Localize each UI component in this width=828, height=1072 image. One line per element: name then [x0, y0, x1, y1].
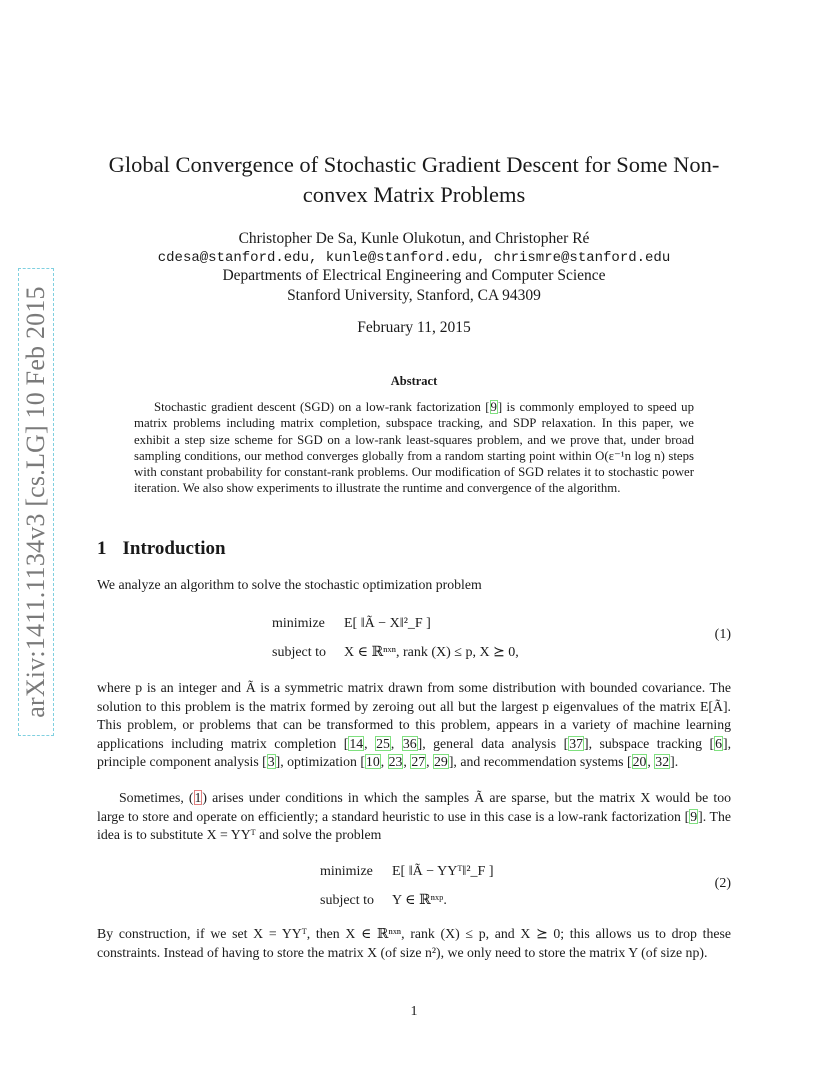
- eq1-objective: E[ ‖Ã − X‖²_F ]: [344, 616, 431, 631]
- eq2-constraint-row: [320, 892, 447, 909]
- citation-link[interactable]: 3: [267, 754, 275, 770]
- eq1-subject-label: subject to: [272, 645, 327, 660]
- eq2-objective: E[ ‖Ã − YYᵀ‖²_F ]: [392, 864, 494, 879]
- author-list: Christopher De Sa, Kunle Olukotun, and Christopher Ré: [238, 230, 590, 247]
- para2-text-4: ], principle component analysis [: [97, 735, 732, 770]
- para2-text-6: ], and recommendation systems [: [448, 754, 632, 770]
- affiliation-university: Stanford University, Stanford, CA 94309: [287, 287, 541, 304]
- citation-link[interactable]: 25: [376, 735, 390, 751]
- citation-link[interactable]: 23: [388, 754, 403, 770]
- para3-text-2: ) arises under conditions in which the samples Ã are sparse, but the matrix X would be too large to store and operate on efficiently; a standard heuristic to use in this case is a low-rank factorization [: [97, 790, 731, 824]
- equation-1: [272, 604, 672, 664]
- paper-title: Global Convergence of Stochastic Gradient Descent for Some Non-convex Matrix Problems: [108, 152, 720, 207]
- paragraph-motivation: where p is an integer and Ã is a symmetric matrix drawn from some distribution with bounded covariance. The solution to this problem is the matrix formed by zeroing out all but the largest p eigenvalues of the matrix E[Ã]. This problem, or problems that can be transformed to this problem, appears in a variety of machine learning applications including matrix completion [14, 25, 36], general data analysis [37], subspace tracking [6], principle component analysis [3], optimization [10, 23, 27, 29], and recommendation systems [20, 32].: [97, 680, 732, 770]
- author-emails: cdesa@stanford.edu, kunle@stanford.edu, chrismre@stanford.edu: [157, 250, 671, 266]
- section-title: Introduction: [122, 538, 226, 559]
- equation-number-2: (2): [714, 876, 731, 891]
- equation-number-1: (1): [714, 627, 731, 642]
- citation-link[interactable]: 29: [434, 754, 448, 770]
- equation-reference-link[interactable]: 1: [194, 790, 202, 805]
- eq1-minimize-label: minimize: [272, 616, 325, 631]
- abstract-text-1: Stochastic gradient descent (SGD) on a low-rank factorization [: [154, 400, 490, 414]
- eq1-objective-row: [272, 616, 431, 632]
- abstract-body: [134, 399, 694, 497]
- citation-link[interactable]: 10: [365, 754, 380, 770]
- citation-link[interactable]: 32: [655, 754, 670, 770]
- citation-link[interactable]: 20: [632, 754, 647, 770]
- abstract-text-2: ] is commonly employed to speed up matrix problems including matrix completion, subspace tracking, and SDP relaxation. In this paper, we exhibit a step size scheme for SGD on a low-rank least-squares problem, and we prove that, under broad sampling conditions, our method converges globally from a random starting point within O(ε⁻¹n log n) steps with constant probability for constant-rank problems. Our modification of SGD relates it to stochastic power iteration. We also show experiments to illustrate the runtime and convergence of the algorithm.: [134, 400, 694, 496]
- citation-link[interactable]: 14: [349, 735, 364, 751]
- section-heading: [97, 538, 226, 560]
- eq2-minimize-label: minimize: [320, 864, 373, 879]
- para3-text-3: ]. The idea is to substitute X = YYᵀ and solve the problem: [97, 808, 731, 843]
- arxiv-stamp-text: arXiv:1411.1134v3 [cs.LG] 10 Feb 2015: [21, 286, 50, 718]
- citation-link[interactable]: 37: [569, 735, 583, 751]
- eq2-objective-row: [320, 864, 494, 880]
- page-number: 1: [410, 1004, 418, 1019]
- para2-text-1: where p is an integer and Ã is a symmetric matrix drawn from some distribution with bounded covariance. The solution to this problem is the matrix formed by zeroing out all but the largest p eigenvalues of the matrix E[Ã]. This problem, or problems that can be transformed to this problem, appears in a variety of machine learning applications including matrix completion [: [97, 680, 731, 751]
- intro-sentence: We analyze an algorithm to solve the stochastic optimization problem: [97, 577, 482, 592]
- citation-link[interactable]: 36: [402, 735, 417, 751]
- para3-text-1: Sometimes, (: [119, 790, 194, 805]
- eq2-subject-label: subject to: [320, 893, 375, 908]
- eq1-constraint: X ∈ ℝⁿˣⁿ, rank (X) ≤ p, X ⪰ 0,: [344, 645, 519, 660]
- eq1-constraint-row: [272, 644, 519, 661]
- para2-text-2: ], general data analysis [: [417, 735, 569, 751]
- citation-link[interactable]: 9: [490, 400, 497, 414]
- para2-text-5: ], optimization [: [275, 754, 365, 770]
- paper-date: February 11, 2015: [357, 319, 471, 336]
- citation-link[interactable]: 27: [411, 754, 426, 770]
- paragraph-construction: By construction, if we set X = YYᵀ, then X ∈ ℝⁿˣⁿ, rank (X) ≤ p, and X ⪰ 0; this allows us to drop these constraints. Instead of having to store the matrix X (of size n²), we only need to store the matrix Y (of size np).: [97, 926, 731, 960]
- citation-link[interactable]: 6: [715, 735, 722, 751]
- equation-2: [320, 850, 680, 910]
- citation-link[interactable]: 9: [690, 808, 698, 824]
- para2-text-7: ].: [670, 754, 679, 770]
- affiliation-department: Departments of Electrical Engineering and Computer Science: [222, 267, 606, 284]
- paragraph-factorization: [97, 789, 731, 845]
- arxiv-stamp[interactable]: [18, 268, 58, 738]
- abstract-heading: Abstract: [390, 374, 438, 388]
- section-number: 1: [97, 538, 107, 559]
- eq2-constraint: Y ∈ ℝⁿˣᵖ.: [392, 893, 447, 908]
- para2-text-3: ], subspace tracking [: [583, 735, 715, 751]
